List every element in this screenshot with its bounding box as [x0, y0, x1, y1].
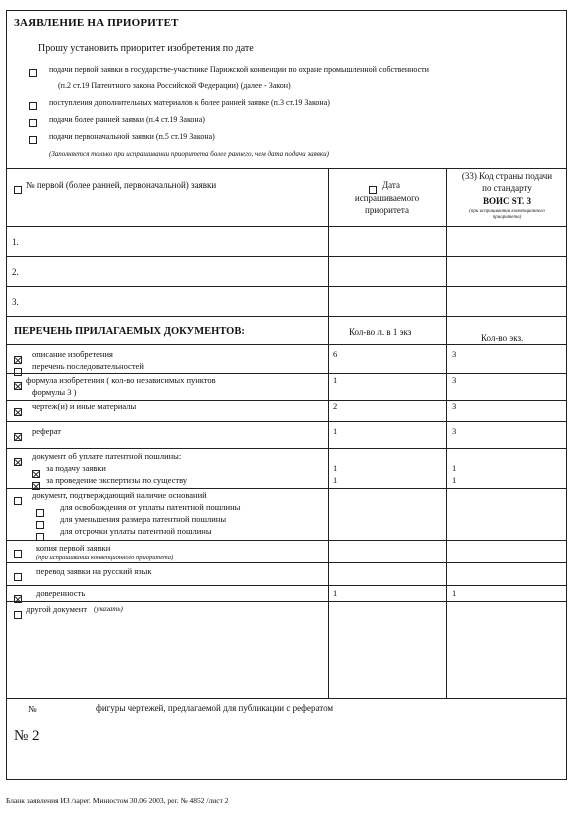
doc-description-copies: 3: [452, 349, 457, 359]
divider: [6, 256, 567, 257]
country-code-header: (33) Код страны подачи: [461, 171, 553, 181]
divider: [6, 585, 567, 586]
doc-drawings-copies: 3: [452, 401, 457, 411]
doc-copy-first-note: (при испрашивании конвенционного приоритета): [36, 554, 174, 561]
doc-abstract-checkbox[interactable]: [14, 428, 22, 446]
priority-request: Прошу установить приоритет изобретения по дате: [38, 43, 254, 54]
app-number-checkbox[interactable]: [14, 181, 22, 199]
divider: [6, 698, 567, 699]
doc-fee-exam-copies: 1: [452, 475, 457, 485]
divider: [446, 168, 447, 316]
figure-text: фигуры чертежей, предлагаемой для публикации с рефератом: [96, 703, 334, 713]
divider: [6, 562, 567, 563]
country-code-note: приоритета): [492, 215, 522, 220]
doc-other-checkbox[interactable]: [14, 606, 22, 624]
doc-abstract-label: реферат: [32, 426, 61, 436]
doc-grounds-exemption-label: для освобождения от уплаты патентной пошлины: [60, 502, 241, 512]
pages-header: Кол-во л. в 1 экз: [349, 327, 412, 337]
doc-poa-pages: 1: [333, 588, 338, 598]
doc-fee-filing-copies: 1: [452, 463, 457, 473]
priority-option-3-label: подачи более ранней заявки (п.4 ст.19 Закона): [49, 115, 205, 124]
doc-claims-sublabel: формулы 3 ): [32, 387, 77, 397]
doc-abstract-pages: 1: [333, 426, 338, 436]
doc-copy-first-label: копия первой заявки: [36, 543, 111, 553]
doc-sequence-label: перечень последовательностей: [32, 361, 144, 371]
divider: [6, 540, 567, 541]
form-footer: Бланк заявления ИЗ /зарег. Минюстом 30.06 2003, рег. № 4852 /лист 2: [6, 796, 229, 805]
divider: [6, 316, 567, 317]
form-frame: [6, 10, 567, 780]
country-code-header: ВОИС ST. 3: [482, 196, 532, 206]
priority-option-2-label: поступления дополнительных материалов к более ранней заявке (п.3 ст.19 Закона): [49, 98, 330, 107]
doc-poa-copies: 1: [452, 588, 457, 598]
doc-grounds-checkbox[interactable]: [14, 492, 22, 510]
doc-description-label: описание изобретения: [32, 349, 113, 359]
doc-claims-label: формула изобретения ( кол-во независимых пунктов: [26, 375, 216, 385]
app-number-header: № первой (более ранней, первоначальной) заявки: [26, 180, 217, 190]
divider: [6, 601, 567, 602]
divider: [6, 226, 567, 227]
divider: [6, 286, 567, 287]
country-code-header: по стандарту: [482, 183, 532, 193]
priority-option-1-checkbox[interactable]: [29, 64, 37, 82]
divider: [6, 344, 567, 345]
divider: [6, 488, 567, 489]
divider: [6, 168, 567, 169]
app-row-1-number: 1.: [12, 237, 19, 247]
doc-abstract-copies: 3: [452, 426, 457, 436]
priority-title: ЗАЯВЛЕНИЕ НА ПРИОРИТЕТ: [14, 17, 179, 29]
priority-date-header: испрашиваемого: [354, 193, 420, 203]
doc-fee-checkbox[interactable]: [14, 453, 22, 471]
doc-other-label: другой документ: [26, 604, 88, 614]
doc-claims-checkbox[interactable]: [14, 377, 22, 395]
priority-date-header: Дата: [382, 180, 400, 190]
divider: [6, 421, 567, 422]
priority-option-4-checkbox[interactable]: [29, 131, 37, 149]
priority-note: (Заполняется только при испрашивании приоритета более раннего, чем дата подачи заявки): [49, 150, 329, 158]
priority-option-1-sublabel: (п.2 ст.19 Патентного закона Российской Федерации) (далее - Закон): [58, 81, 291, 90]
doc-fee-label: документ об уплате патентной пошлины:: [32, 451, 182, 461]
priority-date-header: приоритета: [365, 205, 409, 215]
doc-copy-first-checkbox[interactable]: [14, 545, 22, 563]
doc-drawings-pages: 2: [333, 401, 338, 411]
doc-other-note: (указать): [94, 605, 123, 613]
doc-poa-label: доверенность: [36, 588, 86, 598]
doc-fee-filing-pages: 1: [333, 463, 338, 473]
doc-grounds-label: документ, подтверждающий наличие оснований: [32, 490, 207, 500]
priority-option-1-label: подачи первой заявки в государстве-участнике Парижской конвенции по охране промышленной собственности: [49, 65, 429, 74]
divider: [328, 168, 329, 316]
doc-translation-label: перевод заявки на русский язык: [36, 566, 152, 576]
figure-number-value[interactable]: № 2: [14, 728, 40, 744]
priority-option-2-checkbox[interactable]: [29, 97, 37, 115]
documents-title: ПЕРЕЧЕНЬ ПРИЛАГАЕМЫХ ДОКУМЕНТОВ:: [14, 326, 245, 337]
doc-fee-exam-pages: 1: [333, 475, 338, 485]
doc-fee-filing-label: за подачу заявки: [46, 463, 106, 473]
doc-drawings-label: чертеж(и) и иные материалы: [32, 401, 137, 411]
country-code-note: (при испрашивании конвенционного: [469, 209, 545, 214]
divider: [6, 373, 567, 374]
doc-claims-pages: 1: [333, 375, 338, 385]
copies-header: Кол-во экз.: [481, 333, 524, 343]
doc-claims-copies: 3: [452, 375, 457, 385]
app-row-3-number: 3.: [12, 297, 19, 307]
doc-description-pages: 6: [333, 349, 338, 359]
doc-grounds-deferral-label: для отсрочки уплаты патентной пошлины: [60, 526, 212, 536]
figure-number-label: №: [28, 704, 37, 714]
divider: [6, 448, 567, 449]
priority-option-4-label: подачи первоначальной заявки (п.5 ст.19 Закона): [49, 132, 215, 141]
doc-drawings-checkbox[interactable]: [14, 403, 22, 421]
doc-translation-checkbox[interactable]: [14, 568, 22, 586]
app-row-2-number: 2.: [12, 267, 19, 277]
doc-grounds-reduction-label: для уменьшения размера патентной пошлины: [60, 514, 227, 524]
doc-fee-exam-label: за проведение экспертизы по существу: [46, 475, 188, 485]
priority-option-3-checkbox[interactable]: [29, 114, 37, 132]
